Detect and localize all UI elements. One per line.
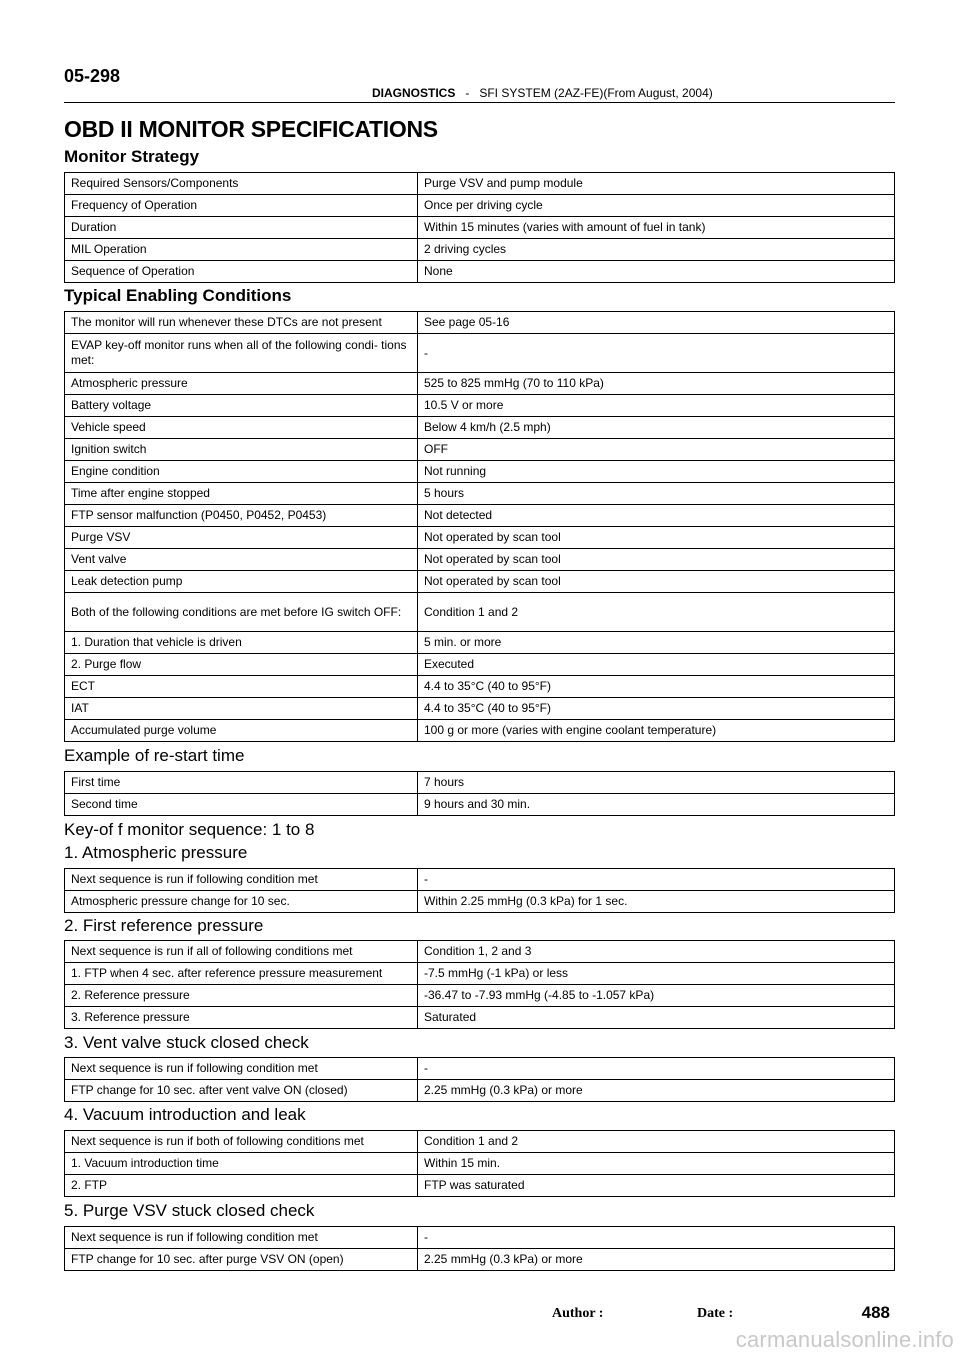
condition-cell: First time bbox=[65, 772, 418, 794]
table-row bbox=[65, 963, 895, 985]
value-cell: Saturated bbox=[418, 1007, 895, 1029]
heading-seq1: 1. Atmospheric pressure bbox=[64, 843, 248, 862]
table-row bbox=[65, 461, 895, 483]
header-separator: - bbox=[465, 86, 470, 100]
value-cell: None bbox=[418, 261, 895, 283]
table-row bbox=[65, 1249, 895, 1271]
value-cell: - bbox=[418, 334, 895, 373]
table-row bbox=[65, 217, 895, 239]
condition-cell: Required Sensors/Components bbox=[65, 173, 418, 195]
value-cell: 2.25 mmHg (0.3 kPa) or more bbox=[418, 1249, 895, 1271]
condition-cell: EVAP key-off monitor runs when all of the following condi- tions met: bbox=[65, 334, 418, 373]
heading-seq2: 2. First reference pressure bbox=[64, 916, 264, 935]
condition-cell: IAT bbox=[65, 698, 418, 720]
value-cell: Below 4 km/h (2.5 mph) bbox=[418, 417, 895, 439]
table-row bbox=[65, 891, 895, 913]
heading-restart-time: Example of re-start time bbox=[64, 746, 245, 765]
table-row bbox=[65, 334, 895, 373]
condition-cell: 2. Reference pressure bbox=[65, 985, 418, 1007]
table-row bbox=[65, 794, 895, 816]
value-cell: 10.5 V or more bbox=[418, 395, 895, 417]
value-cell: 9 hours and 30 min. bbox=[418, 794, 895, 816]
value-cell: Not operated by scan tool bbox=[418, 549, 895, 571]
table-row bbox=[65, 869, 895, 891]
table-row bbox=[65, 261, 895, 283]
value-cell: Within 15 minutes (varies with amount of fuel in tank) bbox=[418, 217, 895, 239]
condition-cell: MIL Operation bbox=[65, 239, 418, 261]
condition-cell: 1. Vacuum introduction time bbox=[65, 1153, 418, 1175]
table-enabling-conditions bbox=[64, 311, 895, 742]
table-seq3 bbox=[64, 1057, 895, 1102]
value-cell: - bbox=[418, 1058, 895, 1080]
condition-cell: FTP change for 10 sec. after purge VSV ON (open) bbox=[65, 1249, 418, 1271]
table-monitor-strategy bbox=[64, 172, 895, 283]
condition-cell: Atmospheric pressure bbox=[65, 373, 418, 395]
table-row bbox=[65, 720, 895, 742]
table-row bbox=[65, 654, 895, 676]
condition-cell: Battery voltage bbox=[65, 395, 418, 417]
heading-seq5: 5. Purge VSV stuck closed check bbox=[64, 1201, 315, 1220]
table-seq4 bbox=[64, 1130, 895, 1197]
value-cell: Not running bbox=[418, 461, 895, 483]
value-cell: - bbox=[418, 1227, 895, 1249]
condition-cell: Next sequence is run if following condition met bbox=[65, 869, 418, 891]
condition-cell: Accumulated purge volume bbox=[65, 720, 418, 742]
condition-cell: Engine condition bbox=[65, 461, 418, 483]
value-cell: Condition 1, 2 and 3 bbox=[418, 941, 895, 963]
table-row bbox=[65, 395, 895, 417]
value-cell: Not operated by scan tool bbox=[418, 527, 895, 549]
value-cell: - bbox=[418, 869, 895, 891]
table-row bbox=[65, 571, 895, 593]
page-title: OBD II MONITOR SPECIFICATIONS bbox=[64, 116, 438, 142]
value-cell: See page 05-16 bbox=[418, 312, 895, 334]
table-row bbox=[65, 1227, 895, 1249]
value-cell: Not detected bbox=[418, 505, 895, 527]
heading-seq3: 3. Vent valve stuck closed check bbox=[64, 1033, 309, 1052]
table-row bbox=[65, 505, 895, 527]
value-cell: 4.4 to 35°C (40 to 95°F) bbox=[418, 676, 895, 698]
heading-enabling-conditions: Typical Enabling Conditions bbox=[64, 286, 292, 305]
condition-cell: Frequency of Operation bbox=[65, 195, 418, 217]
condition-cell: 2. Purge flow bbox=[65, 654, 418, 676]
table-row bbox=[65, 312, 895, 334]
value-cell: Condition 1 and 2 bbox=[418, 593, 895, 632]
table-row bbox=[65, 941, 895, 963]
value-cell: OFF bbox=[418, 439, 895, 461]
table-row bbox=[65, 593, 895, 632]
condition-cell: FTP sensor malfunction (P0450, P0452, P0453) bbox=[65, 505, 418, 527]
table-row bbox=[65, 239, 895, 261]
footer-page-number: 488 bbox=[861, 1303, 890, 1322]
condition-cell: 3. Reference pressure bbox=[65, 1007, 418, 1029]
condition-cell: Next sequence is run if all of following conditions met bbox=[65, 941, 418, 963]
value-cell: 2 driving cycles bbox=[418, 239, 895, 261]
value-cell: Purge VSV and pump module bbox=[418, 173, 895, 195]
footer-author-label: Author : bbox=[552, 1306, 604, 1321]
heading-keyoff-sequence: Key-of f monitor sequence: 1 to 8 bbox=[64, 820, 315, 839]
table-restart-time bbox=[64, 771, 895, 816]
condition-cell: Ignition switch bbox=[65, 439, 418, 461]
table-row bbox=[65, 1080, 895, 1102]
condition-cell: 1. FTP when 4 sec. after reference pressure measurement bbox=[65, 963, 418, 985]
condition-cell: ECT bbox=[65, 676, 418, 698]
condition-cell: Both of the following conditions are met before IG switch OFF: bbox=[65, 593, 418, 632]
table-row bbox=[65, 527, 895, 549]
condition-cell: Vent valve bbox=[65, 549, 418, 571]
table-row bbox=[65, 632, 895, 654]
condition-cell: Second time bbox=[65, 794, 418, 816]
table-row bbox=[65, 985, 895, 1007]
table-row bbox=[65, 698, 895, 720]
condition-cell: Next sequence is run if following condition met bbox=[65, 1227, 418, 1249]
value-cell: Within 2.25 mmHg (0.3 kPa) for 1 sec. bbox=[418, 891, 895, 913]
condition-cell: Leak detection pump bbox=[65, 571, 418, 593]
condition-cell: Next sequence is run if both of following conditions met bbox=[65, 1131, 418, 1153]
table-seq1 bbox=[64, 868, 895, 913]
value-cell: Once per driving cycle bbox=[418, 195, 895, 217]
heading-seq4: 4. Vacuum introduction and leak bbox=[64, 1105, 306, 1124]
table-row bbox=[65, 1153, 895, 1175]
table-row bbox=[65, 1175, 895, 1197]
header-subsection: SFI SYSTEM (2AZ-FE)(From August, 2004) bbox=[479, 86, 713, 100]
value-cell: 525 to 825 mmHg (70 to 110 kPa) bbox=[418, 373, 895, 395]
condition-cell: Vehicle speed bbox=[65, 417, 418, 439]
table-row bbox=[65, 373, 895, 395]
value-cell: 5 hours bbox=[418, 483, 895, 505]
value-cell: FTP was saturated bbox=[418, 1175, 895, 1197]
table-row bbox=[65, 417, 895, 439]
condition-cell: Purge VSV bbox=[65, 527, 418, 549]
table-row bbox=[65, 439, 895, 461]
value-cell: -36.47 to -7.93 mmHg (-4.85 to -1.057 kPa) bbox=[418, 985, 895, 1007]
table-seq5 bbox=[64, 1226, 895, 1271]
condition-cell: Duration bbox=[65, 217, 418, 239]
value-cell: 4.4 to 35°C (40 to 95°F) bbox=[418, 698, 895, 720]
condition-cell: 1. Duration that vehicle is driven bbox=[65, 632, 418, 654]
header-section: DIAGNOSTICS bbox=[372, 86, 456, 100]
condition-cell: 2. FTP bbox=[65, 1175, 418, 1197]
running-header bbox=[64, 86, 895, 103]
value-cell: Executed bbox=[418, 654, 895, 676]
table-seq2 bbox=[64, 940, 895, 1029]
value-cell: Not operated by scan tool bbox=[418, 571, 895, 593]
condition-cell: The monitor will run whenever these DTCs are not present bbox=[65, 312, 418, 334]
footer-date-label: Date : bbox=[697, 1306, 734, 1321]
table-row bbox=[65, 772, 895, 794]
table-row bbox=[65, 1058, 895, 1080]
value-cell: 7 hours bbox=[418, 772, 895, 794]
condition-cell: Next sequence is run if following condition met bbox=[65, 1058, 418, 1080]
heading-monitor-strategy: Monitor Strategy bbox=[64, 147, 200, 166]
value-cell: Condition 1 and 2 bbox=[418, 1131, 895, 1153]
table-row bbox=[65, 483, 895, 505]
table-row bbox=[65, 195, 895, 217]
table-row bbox=[65, 173, 895, 195]
table-row bbox=[65, 1007, 895, 1029]
value-cell: -7.5 mmHg (-1 kPa) or less bbox=[418, 963, 895, 985]
value-cell: 100 g or more (varies with engine coolant temperature) bbox=[418, 720, 895, 742]
value-cell: 5 min. or more bbox=[418, 632, 895, 654]
table-row bbox=[65, 1131, 895, 1153]
value-cell: 2.25 mmHg (0.3 kPa) or more bbox=[418, 1080, 895, 1102]
watermark: carmanualsonline.info bbox=[735, 1327, 954, 1352]
condition-cell: Atmospheric pressure change for 10 sec. bbox=[65, 891, 418, 913]
table-row bbox=[65, 676, 895, 698]
page-number: 05-298 bbox=[64, 66, 121, 86]
table-row bbox=[65, 549, 895, 571]
condition-cell: FTP change for 10 sec. after vent valve ON (closed) bbox=[65, 1080, 418, 1102]
condition-cell: Time after engine stopped bbox=[65, 483, 418, 505]
condition-cell: Sequence of Operation bbox=[65, 261, 418, 283]
value-cell: Within 15 min. bbox=[418, 1153, 895, 1175]
